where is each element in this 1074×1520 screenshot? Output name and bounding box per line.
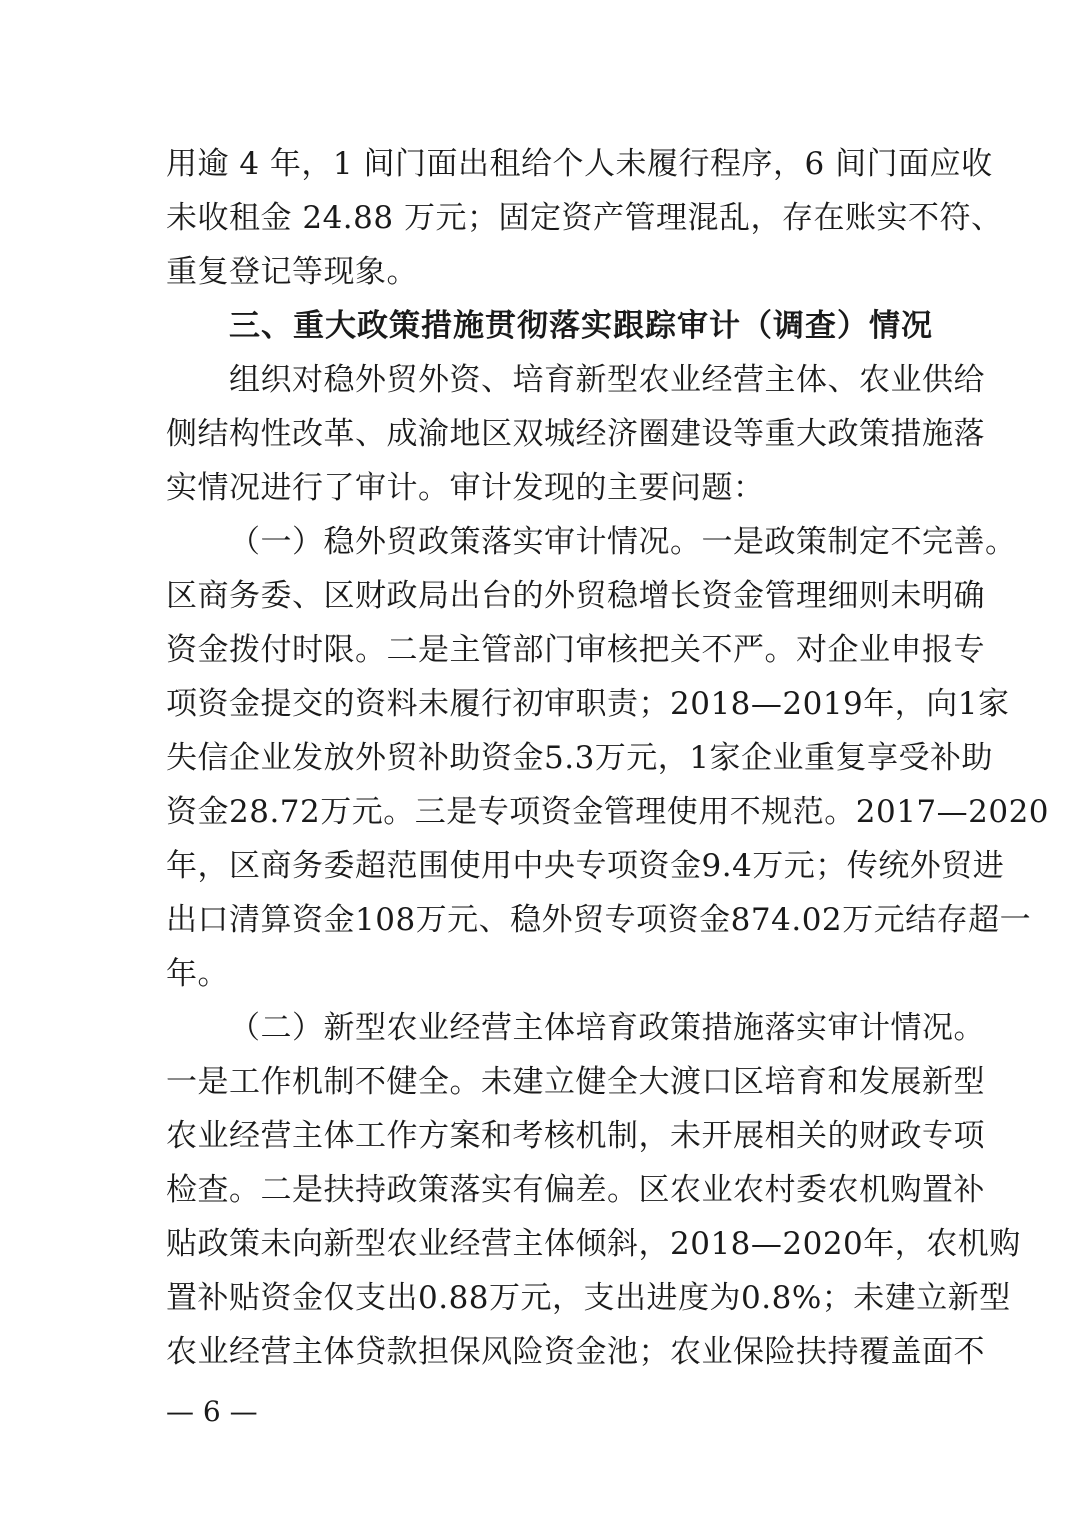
body-text-line: 区商务委、区财政局出台的外贸稳增长资金管理细则未明确: [166, 578, 985, 614]
section-heading: 三、重大政策措施贯彻落实跟踪审计（调查）情况: [229, 308, 933, 344]
body-text-line: 项资金提交的资料未履行初审职责；2018—2019年，向1家: [166, 686, 1010, 722]
body-text-line: 资金拨付时限。二是主管部门审核把关不严。对企业申报专: [166, 632, 985, 668]
body-text-line: 侧结构性改革、成渝地区双城经济圈建设等重大政策措施落: [166, 416, 985, 452]
body-text-line: 用逾 4 年，1 间门面出租给个人未履行程序，6 间门面应收: [166, 146, 993, 182]
body-text-line: 农业经营主体工作方案和考核机制，未开展相关的财政专项: [166, 1118, 985, 1154]
body-text-line: 资金28.72万元。三是专项资金管理使用不规范。2017—2020: [166, 794, 1050, 830]
body-text-line: 失信企业发放外贸补助资金5.3万元，1家企业重复享受补助: [166, 740, 994, 776]
body-text-line: 重复登记等现象。: [166, 254, 418, 290]
body-text-line: 检查。二是扶持政策落实有偏差。区农业农村委农机购置补: [166, 1172, 985, 1208]
body-text-line: 贴政策未向新型农业经营主体倾斜，2018—2020年，农机购: [166, 1226, 1021, 1262]
subsection-title-line: （一）稳外贸政策落实审计情况。一是政策制定不完善。: [229, 524, 1017, 560]
body-text-line: 实情况进行了审计。审计发现的主要问题：: [166, 470, 765, 506]
body-text-line: 组织对稳外贸外资、培育新型农业经营主体、农业供给: [229, 362, 985, 398]
body-text-line: 置补贴资金仅支出0.88万元，支出进度为0.8%；未建立新型: [166, 1280, 1011, 1316]
body-text-line: 一是工作机制不健全。未建立健全大渡口区培育和发展新型: [166, 1064, 985, 1100]
body-text-line: 年，区商务委超范围使用中央专项资金9.4万元；传统外贸进: [166, 848, 1005, 884]
body-text-line: 未收租金 24.88 万元；固定资产管理混乱，存在账实不符、: [166, 200, 1003, 236]
body-text-line: 出口清算资金108万元、稳外贸专项资金874.02万元结存超一: [166, 902, 1032, 938]
body-text-line: 农业经营主体贷款担保风险资金池；农业保险扶持覆盖面不: [166, 1334, 985, 1370]
page-number: — 6 —: [166, 1395, 258, 1428]
body-text-line: 年。: [166, 956, 229, 992]
subsection-title-line: （二）新型农业经营主体培育政策措施落实审计情况。: [229, 1010, 985, 1046]
